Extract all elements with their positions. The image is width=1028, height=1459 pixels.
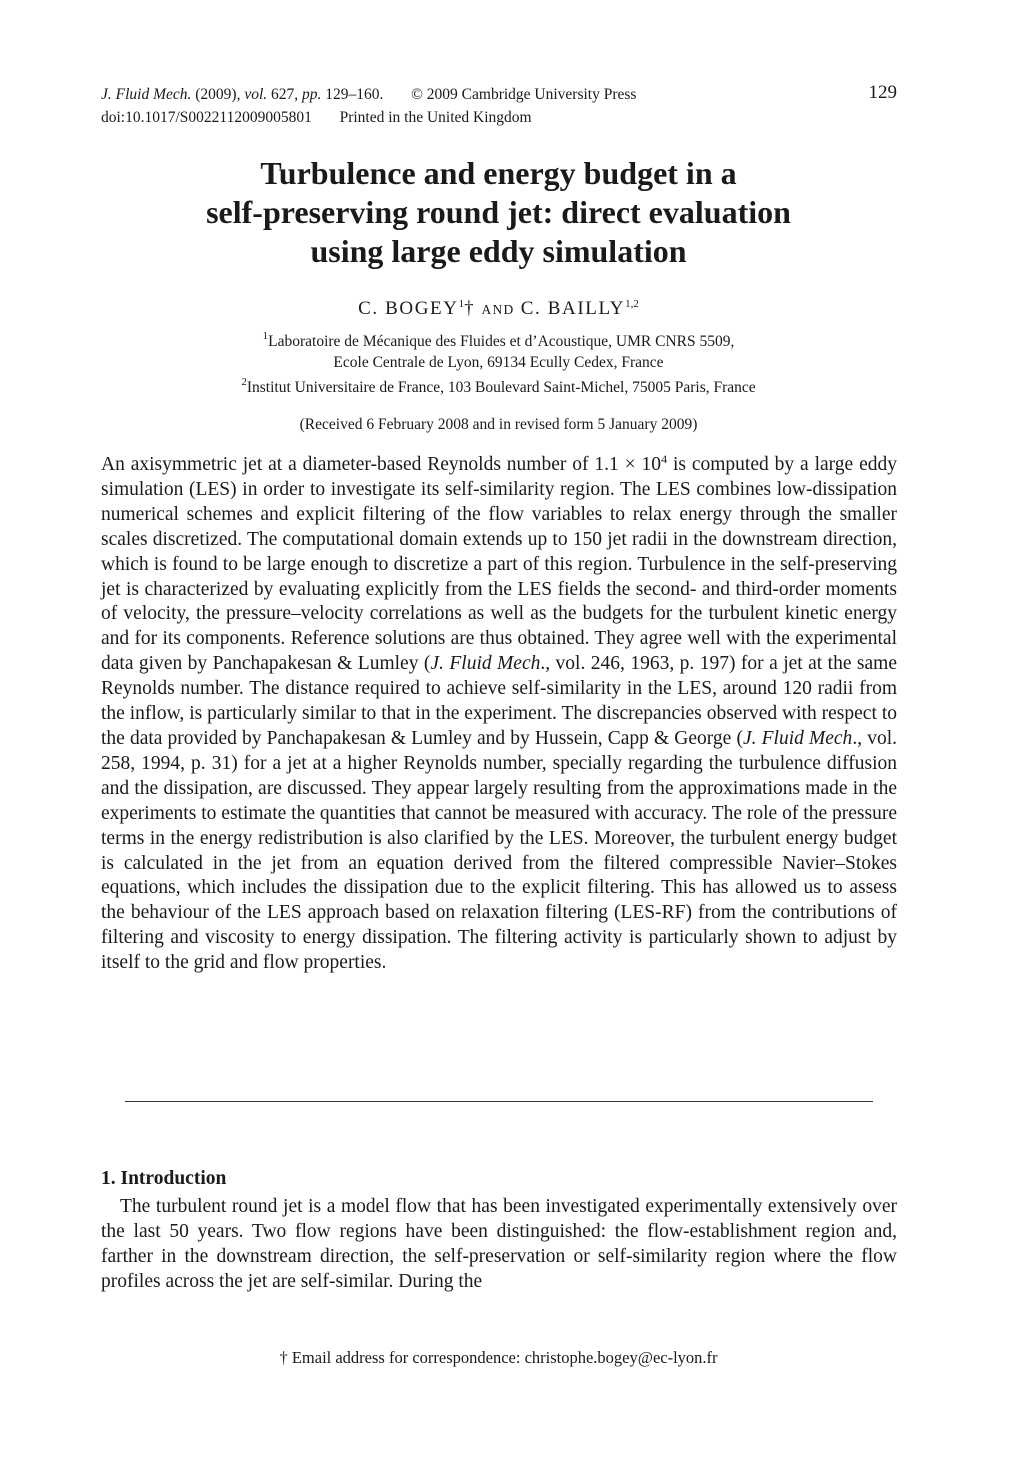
correspondence-mark: †: [464, 298, 476, 319]
affiliation-text: Laboratoire de Mécanique des Fluides et d’Acoustique, UMR CNRS 5509,: [268, 333, 735, 350]
abstract: [101, 453, 897, 976]
affiliation-1: [100, 332, 897, 352]
author-list: [100, 296, 897, 323]
author-name: C. BAILLY: [520, 298, 626, 319]
introduction-text: [101, 1194, 897, 1294]
author-name: C. BOGEY: [358, 298, 459, 319]
author-affiliation-mark: 1,2: [625, 298, 639, 310]
affiliation-2: [100, 378, 897, 398]
affiliation-number: 2: [241, 376, 247, 388]
paper-title: [100, 154, 897, 271]
citation-details: ., vol. 258, 1994, p. 31): [101, 727, 897, 774]
section-divider: [125, 1101, 873, 1102]
body-paragraph: The turbulent round jet is a model flow that has been investigated experimentally extensively over the last 50 years. Two flow regions have been distinguished: the flow-establishment region and, farther in the downstream direction, the self-preservation or self-similarity region where the flow profiles across the jet are self-similar. During the: [101, 1196, 897, 1292]
title-line: self-preserving round jet: direct evaluation: [206, 194, 791, 230]
received-dates: (Received 6 February 2008 and in revised form 5 January 2009): [299, 416, 698, 433]
copyright-notice: © 2009 Cambridge University Press: [411, 86, 637, 103]
doi: doi:10.1017/S0022112009005801: [101, 109, 312, 126]
abstract-text: for a jet at a higher Reynolds number, specially regarding the turbulence diffusion and the dissipation, are discussed. They appear largely resulting from the approximations made in the experiments to estimate the quantities that cannot be measured with accuracy. The role of the pressure terms in the energy redistribution is also clarified by the LES. Moreover, the turbulent energy budget is calculated in the jet from an equation derived from the filtered compressible Navier–Stokes equations, which includes the dissipation due to the explicit filtering. This has allowed us to assess the behaviour of the LES approach based on relaxation filtering (LES-RF) from the contributions of filtering and viscosity to energy dissipation. The filtering activity is particularly shown to adjust by itself to the grid and flow properties.: [101, 752, 897, 974]
title-line: using large eddy simulation: [310, 233, 687, 269]
author-connector: AND: [481, 302, 515, 317]
cited-journal: J. Fluid Mech: [742, 727, 853, 749]
author-affiliation-mark: 1: [458, 298, 465, 310]
abstract-paragraph: [101, 453, 897, 976]
affiliation-text: Institut Universitaire de France, 103 Boulevard Saint-Michel, 75005 Paris, France: [246, 379, 756, 396]
journal-year: (2009),: [195, 86, 241, 103]
cited-journal: J. Fluid Mech: [430, 653, 541, 675]
section-heading: 1. Introduction: [101, 1168, 227, 1189]
journal-name: J. Fluid Mech.: [101, 86, 192, 103]
citation-details: ., vol. 246, 1963, p. 197): [540, 653, 736, 675]
page-number: 129: [868, 82, 897, 103]
title-line: Turbulence and energy budget in a: [260, 155, 737, 191]
affiliation-1-address: Ecole Centrale de Lyon, 69134 Ecully Cedex, France: [333, 354, 664, 371]
volume-number: 627,: [271, 86, 299, 103]
affiliation-number: 1: [262, 330, 269, 342]
correspondence-footnote: † Email address for correspondence: christophe.bogey@ec-lyon.fr: [279, 1348, 718, 1367]
exponent: 4: [661, 452, 668, 466]
page-range: 129–160.: [325, 86, 384, 103]
running-header-doi: [101, 108, 532, 128]
abstract-text: is computed by a large eddy simulation (LES) in order to investigate its self-similarity region. The LES combines low-dissipation numerical schemes and explicit filtering of the flow variables to relax energy through the smaller scales discretized. The computational domain extends up to 150 jet radii in the downstream direction, which is found to be large enough to discretize a part of this region. Turbulence in the self-preserving jet is characterized by evaluating explicitly from the LES fields the second- and third-order moments of velocity, the pressure–velocity correlations as well as the budgets for the turbulent kinetic energy and for its components. Reference solutions are thus obtained. They agree well with the experimental data given by Panchapakesan & Lumley (: [101, 454, 897, 675]
pages-label: pp.: [302, 86, 322, 103]
running-header-citation: [101, 85, 636, 105]
abstract-text: An axisymmetric jet at a diameter-based Reynolds number of 1.1 × 10: [101, 454, 662, 475]
abstract-text: for a jet at the same Reynolds number. The distance required to achieve self-similarity in the LES, around 120 radii from the inflow, is particularly similar to that in the experiment. The discrepancies observed with respect to the data provided by Panchapakesan & Lumley and by Hussein, Capp & George (: [101, 653, 897, 749]
printed-notice: Printed in the United Kingdom: [339, 109, 532, 126]
volume-label: vol.: [244, 86, 268, 103]
